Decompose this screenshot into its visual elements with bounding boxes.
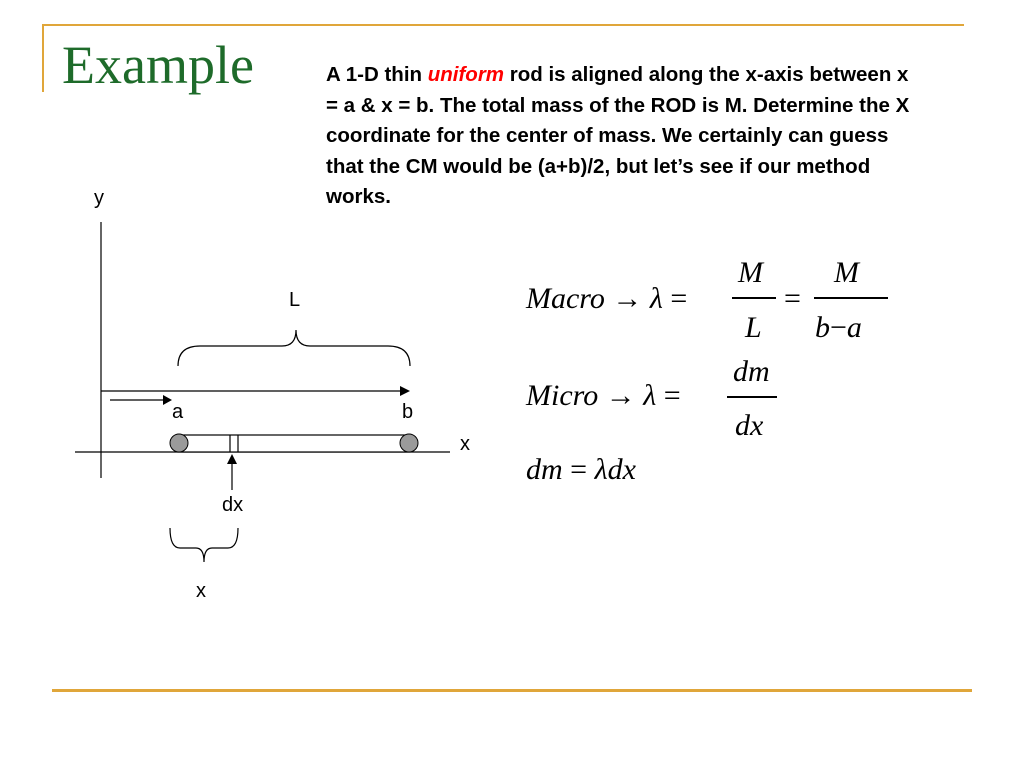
macro-frac1-numerator: M: [738, 256, 763, 289]
macro-word: Macro: [526, 282, 605, 315]
point-a-label: a: [172, 401, 184, 423]
micro-word: Micro: [526, 379, 599, 412]
length-brace: [178, 330, 410, 366]
macro-frac1-denominator: L: [745, 311, 762, 344]
macro-arrow: →: [612, 282, 643, 315]
macro-equation: [526, 284, 687, 314]
macro-equals: =: [670, 282, 688, 315]
den-minus: −: [830, 311, 847, 344]
macro-frac2-denominator: [815, 313, 862, 343]
problem-emphasis: uniform: [427, 63, 505, 86]
problem-intro: A 1-D thin: [326, 63, 428, 86]
macro-equals-2: =: [784, 282, 801, 315]
macro-frac1-bar: [732, 297, 776, 299]
rod-end-b: [400, 434, 418, 452]
den-b: b: [815, 311, 830, 344]
length-arrowhead: [400, 386, 410, 396]
micro-denominator: dx: [735, 409, 764, 442]
macro-lambda: λ: [649, 282, 663, 315]
x-axis-label: x: [460, 433, 470, 455]
macro-frac2-bar: [814, 297, 888, 299]
micro-equals: =: [663, 379, 681, 412]
result-dx: dx: [607, 453, 636, 486]
result-lambda: λ: [594, 453, 608, 486]
macro-frac2-numerator: M: [834, 256, 859, 289]
result-equation: [526, 455, 636, 485]
micro-equation: [526, 381, 681, 411]
slide-title: Example: [62, 35, 254, 95]
rod-end-a: [170, 434, 188, 452]
problem-rest: rod is aligned along the x-axis between x = a & x = b. The total mass of the ROD is M. Determine the X coordinate for the center of mass. We certainly can guess that the CM would be (a+b)/2, but let’s see if our method works.: [326, 63, 910, 208]
micro-numerator: dm: [733, 355, 770, 388]
micro-lambda: λ: [643, 379, 657, 412]
a-arrowhead: [163, 395, 172, 405]
y-axis-label: y: [94, 187, 104, 209]
result-equals: =: [570, 453, 588, 486]
rod-body: [178, 435, 410, 452]
length-label: L: [289, 289, 301, 311]
dx-label: dx: [222, 494, 244, 516]
micro-arrow: →: [605, 379, 636, 412]
dx-arrowhead: [227, 454, 237, 464]
result-lhs: dm: [526, 453, 563, 486]
position-brace: [170, 528, 238, 562]
micro-frac-bar: [727, 396, 777, 398]
point-b-label: b: [402, 401, 414, 423]
den-a: a: [846, 311, 862, 344]
position-x-label: x: [196, 580, 206, 602]
